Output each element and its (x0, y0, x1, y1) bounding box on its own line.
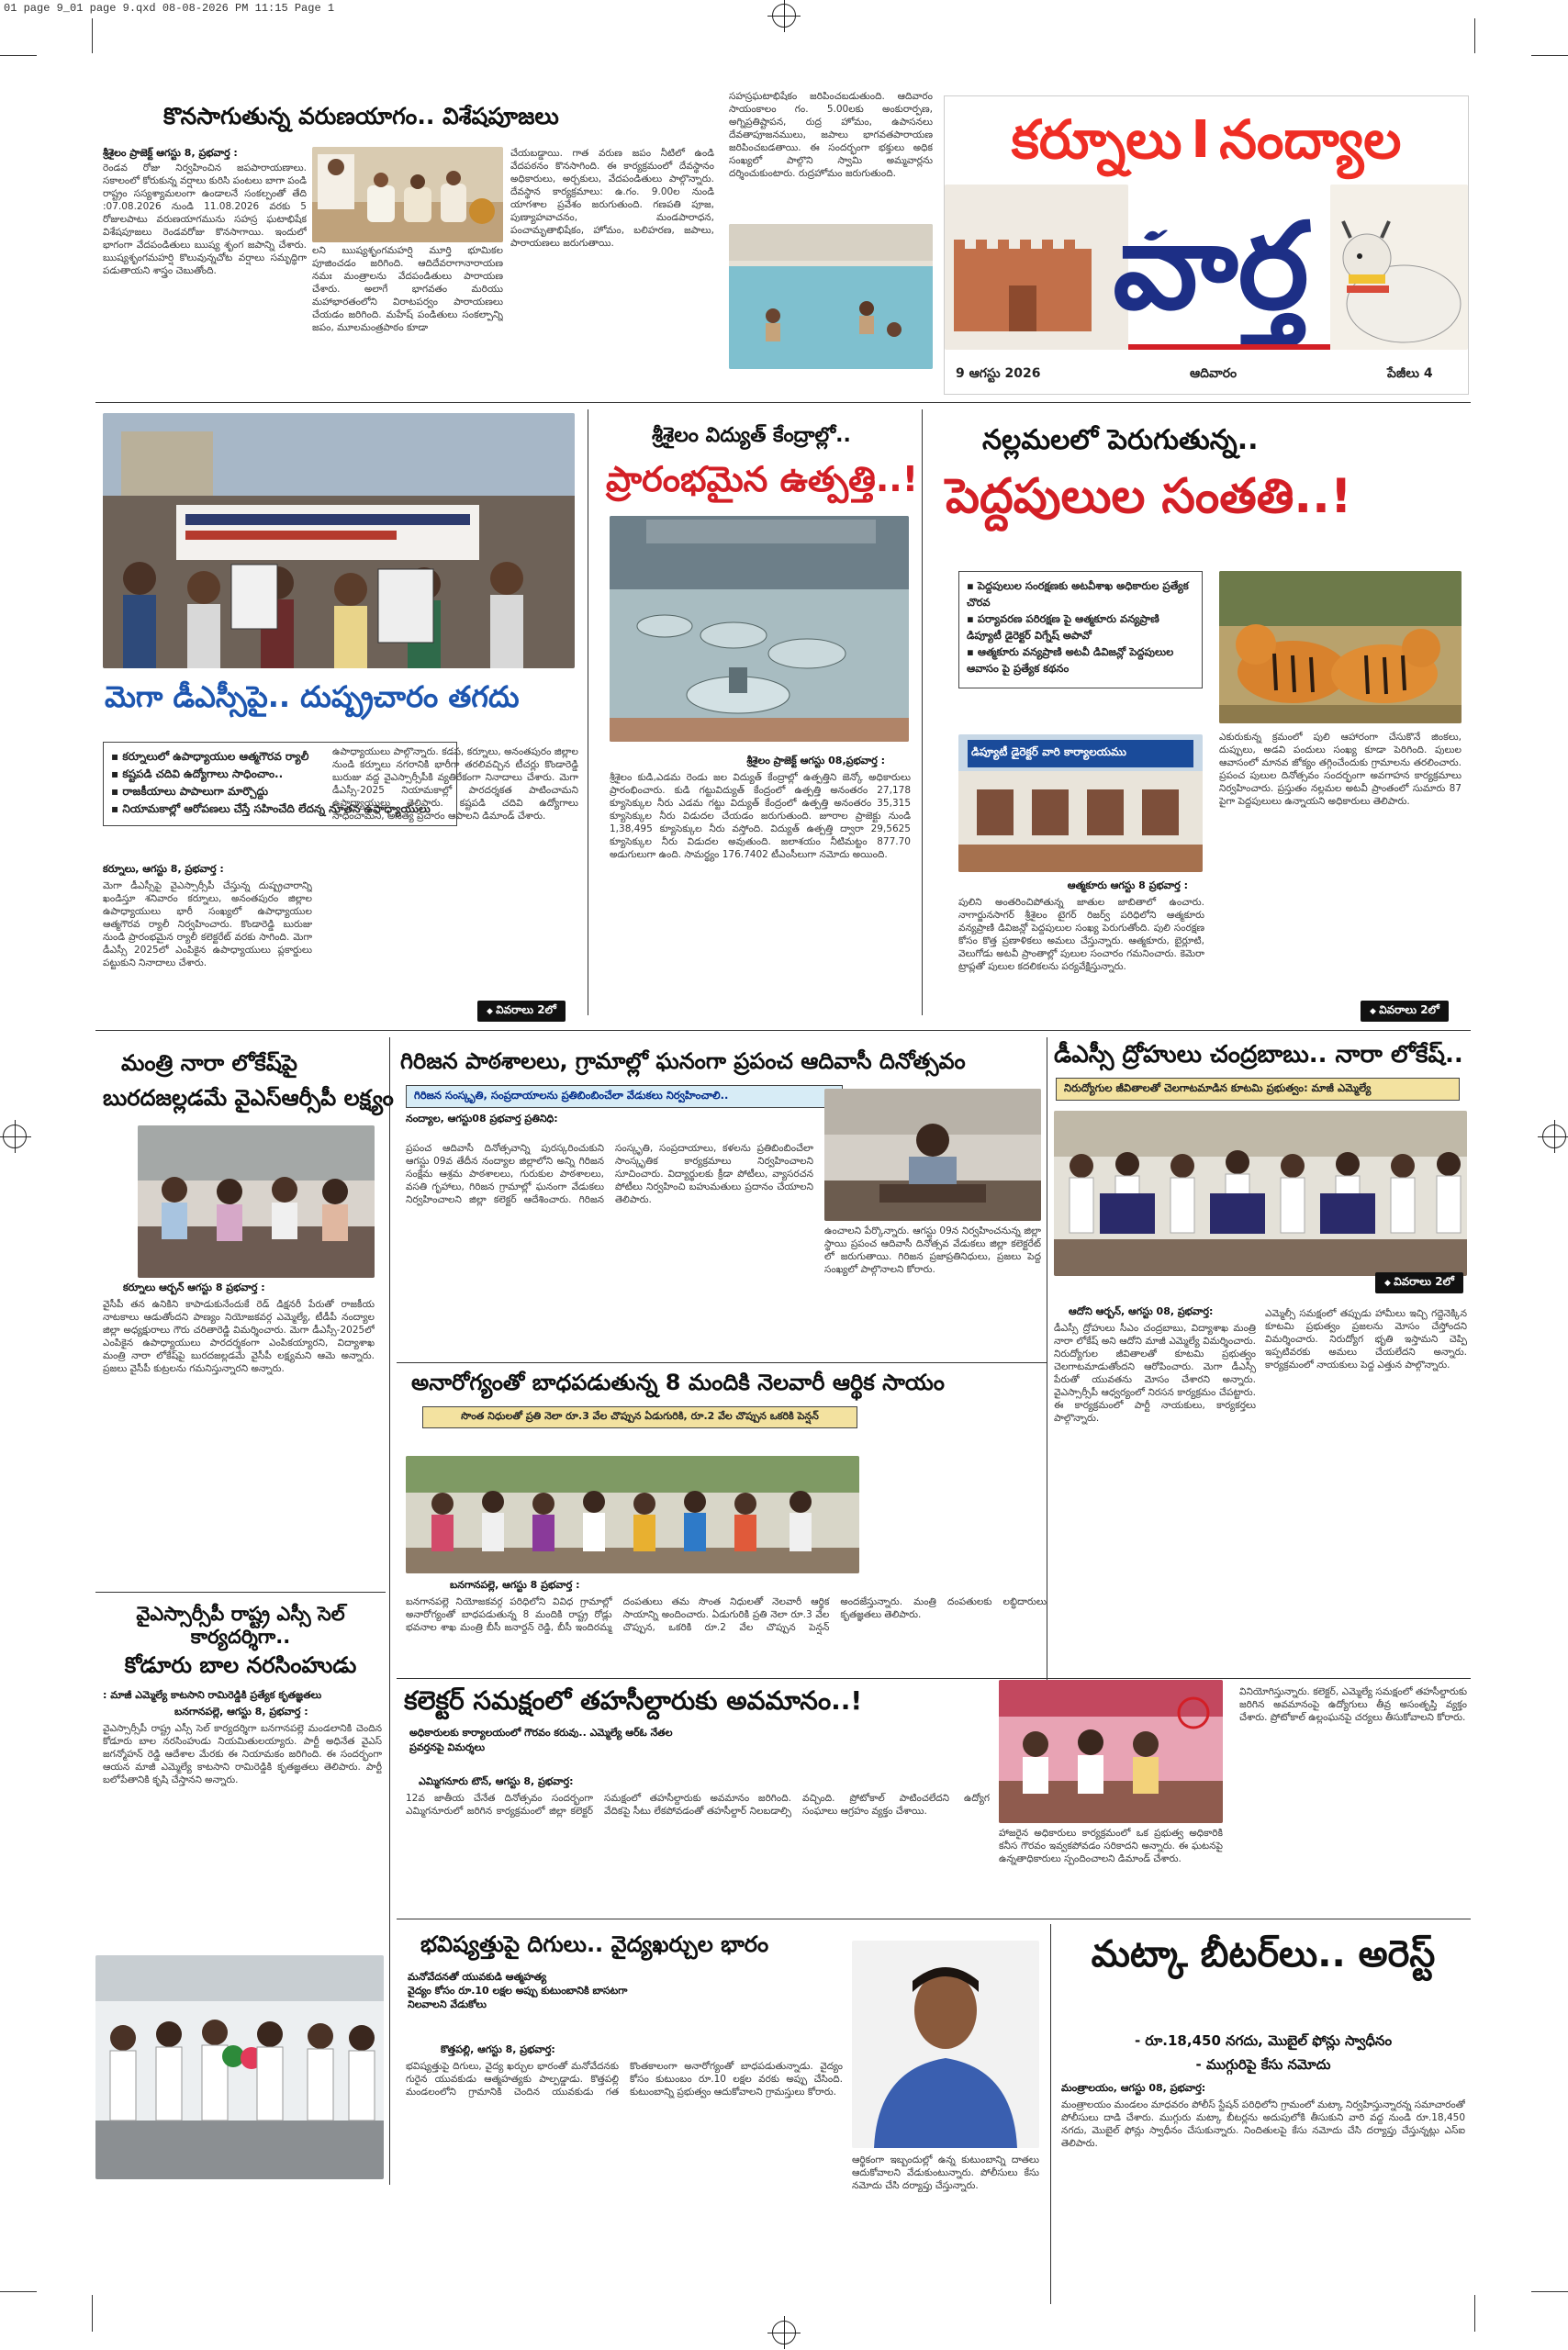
story9-byline: బనగానపల్లె, ఆగస్టు 8, ప్రభవార్త : (174, 1706, 308, 1718)
story2-byline: కర్నూలు, ఆగస్టు 8, ప్రభవార్త : (103, 863, 224, 875)
story2-bullet: ▪ నియామకాల్లో ఆరోపణలు చేస్తే సహించేది లేదన్న నూతన ఉపాధ్యాయులు (111, 800, 449, 818)
rule-center (397, 1362, 1047, 1363)
story9-body: వైఎస్సార్సీపీ రాష్ట్ర ఎస్సీ సెల్ కార్యదర్శిగా బనగానపల్లె మండలానికి చెందిన కోడూరు బాల నరసింహుడు నియమితులయ్యారు. పార్టీ అధినేత వైఎస్ జగన్మోహన్ రెడ్డి ఆదేశాల మేరకు ఈ నియామకం జరిగింది. ఈ సందర్భంగా ఆయన మాజీ ఎమ్మెల్యే కాటసాని రామిరెడ్డికి కృతజ్ఞతలు తెలిపారు. పార్టీ బలోపేతానికి కృషి చేస్తానని అన్నారు. (103, 1723, 382, 1785)
story11-deck-line: మనోవేదనతో యువకుడి ఆత్మహత్య (408, 1971, 547, 1983)
story6-headline: గిరిజన పాఠశాలలు, గ్రామాల్లో ఘనంగా ప్రపంచ ఆదివాసీ దినోత్సవం (400, 1048, 966, 1074)
crop-line (1474, 18, 1475, 53)
story4-body: పులిని అంతరించిపోతున్న జాతుల జాబితాలో ఉంచారు. నాగార్జునసాగర్ శ్రీశైలం టైగర్ రిజర్వ్ పరిధిలోని ఆత్మకూరు వన్యప్రాణి డివిజన్లో పెద్దపులుల సంఖ్య పెరుగుతోంది. పులి సంరక్షణ కోసం కొత్త ప్రణాళికలు అమలు చేస్తున్నారు. ఆత్మకూరు, బైర్లూటి, వెలుగోడు అటవీ ప్రాంతాల్లో పులుల సంచారం గమనించారు. కెమెరా ట్రాప్లతో పులుల కదలికలను పర్యవేక్షిస్తున్నారు. (958, 897, 1204, 972)
story4-byline: ఆత్మకూరు ఆగస్టు 8 ప్రభవార్త : (1067, 879, 1188, 891)
story7-photo-beneficiaries (406, 1456, 859, 1573)
story1-body-col3: చేయబడ్డాయి. గాత వరుణ జపం నీటిలో ఉండి వేదపఠనం కొనసాగింది. ఈ కార్యక్రమంలో దేవస్థానం అధికారులు, అర్చకులు, వేదపండితులు పాల్గొన్నారు. దేవస్థాన కార్యక్రమాలు: ఉ.గం. 9.00ల నుండి యాగశాల ప్రవేశం జరుగుతుంది. గణపతి పూజ, పుణ్యాహవాచనం, మండపారాధన, పంచామృతాభిషేకం, హోమం, బలిహరణ, జపాలు, పారాయణలు జరుగుతాయి. (510, 148, 714, 249)
story7-body: బనగానపల్లె నియోజకవర్గ పరిధిలోని వివిధ గ్రామాల్లో అనారోగ్యంతో బాధపడుతున్న 8 మందికి రాష్ట్ర రోడ్లు భవనాల శాఖ మంత్రి బీసీ జనార్దన్ రెడ్డి, బీసీ ఇందిరమ్మ దంపతులు తమ సొంత నిధులతో నెలవారీ ఆర్థిక సాయాన్ని అందించారు. ఏడుగురికి ప్రతి నెలా రూ.3 వేల చొప్పున, ఒకరికి రూ.2 వేల చొప్పున పెన్షన్ అందజేస్తున్నారు. మంత్రి దంపతులకు లబ్ధిదారులు కృతజ్ఞతలు తెలిపారు. (406, 1596, 1047, 1633)
crop-line (92, 2295, 93, 2332)
crop-line (1531, 55, 1568, 56)
rule-left-mid (95, 1592, 386, 1593)
story8-headline: డీఎస్సీ ద్రోహులు చంద్రబాబు.. నారా లోకేష్.. (1054, 1041, 1463, 1069)
story9-kicker: వైఎస్సార్సీపీ రాష్ట్ర ఎస్సీ సెల్ కార్యదర్శిగా.. (136, 1603, 345, 1649)
story3-photo-powerhouse (610, 516, 909, 742)
story5-body: వైసీపీ తన ఉనికిని కాపాడుకునేందుకే రెడ్ డిక్షనరీ పేరుతో రాజకీయ నాటకాలు ఆడుతోందని పాణ్యం నియోజకవర్గ ఎమ్మెల్యే, టీడీపీ నంద్యాల జిల్లా అధ్యక్షురాలు గౌరు చరితారెడ్డి విమర్శించారు. మెగా డీఎస్సీ-2025లో ఎంపికైన ఉపాధ్యాయులు పారదర్శకంగా ఎంపికయ్యారని, విద్యాశాఖ మంత్రి నారా లోకేష్‌పై బురదజల్లడమే వైసీపీ లక్ష్యమని ఆమె అన్నారు. ప్రజలు వైసీపీ కుట్రలను గమనిస్తున్నారని అన్నారు. (103, 1299, 375, 1374)
story7-byline: బనగానపల్లె, ఆగస్టు 8 ప్రభవార్త : (450, 1579, 580, 1591)
story12-body: మంత్రాలయం మండలం మాధవరం పోలీస్ స్టేషన్ పరిధిలోని గ్రామంలో మట్కా నిర్వహిస్తున్నారన్న సమాచారంతో పోలీసులు దాడి చేశారు. ముగ్గురు మట్కా బీటర్లను అదుపులోకి తీసుకుని వారి వద్ద నుండి రూ.18,450 నగదు, మొబైల్ ఫోన్లు స్వాధీనం చేసుకున్నారు. నిందితులపై కేసు నమోదు చేసి దర్యాప్తు చేస్తున్నట్లు ఎస్ఐ తెలిపారు. (1061, 2099, 1465, 2149)
story12-byline: మంత్రాలయం, ఆగస్టు 08, ప్రభవార్త: (1061, 2082, 1206, 2094)
story6-bar: గిరిజన సంస్కృతి, సంప్రదాయాలను ప్రతిబింబించేలా వేడుకలు నిర్వహించాలి.. (406, 1085, 843, 1108)
story10-byline: ఎమ్మిగనూరు టౌన్, ఆగస్టు 8, ప్రభవార్త: (419, 1775, 574, 1787)
story4-continued: ◆ వివరాలు 2లో (1361, 1001, 1449, 1022)
story2-headline: మెగా డీఎస్సీపై.. దుష్ప్రచారం తగదు (105, 679, 520, 714)
story11-deck (408, 1970, 628, 2011)
story2-photo-rally (103, 413, 575, 668)
story8-continued: ◆ వివరాలు 2లో (1375, 1272, 1463, 1293)
crop-line (1531, 2291, 1568, 2292)
story6-body: ప్రపంచ ఆదివాసీ దినోత్సవాన్ని పురస్కరించుకుని ఆగస్టు 09వ తేదీన నంద్యాల జిల్లాలోని అన్ని గిరిజన సంక్షేమ ఆశ్రమ పాఠశాలలు, గురుకుల పాఠశాలలు, వసతి గృహాలు, గిరిజన గ్రామాల్లో ఘనంగా వేడుకలు నిర్వహించాలని జిల్లా కలెక్టర్ ఆదేశించారు. గిరిజన సంస్కృతి, సంప్రదాయాలు, కళలను ప్రతిబింబించేలా సాంస్కృతిక కార్యక్రమాలు నిర్వహించాలని సూచించారు. విద్యార్థులకు క్రీడా పోటీలు, వ్యాసరచన పోటీలు నిర్వహించి బహుమతులు ప్రదానం చేయాలని తెలిపారు. (406, 1143, 813, 1205)
story5-headline: బురదజల్లడమే వైఎస్ఆర్సీపీ లక్ష్యం (103, 1085, 394, 1111)
column-rule (922, 409, 923, 1015)
story4-office-sign: డిప్యూటీ డైరెక్టర్ వారి కార్యాలయము (971, 745, 1126, 758)
story4-bullet: ▪ పర్యావరణ పరిరక్షణ పై ఆత్మకూరు వన్యప్రాణి డిప్యూటీ డైరెక్టర్ విగ్నేష్ అపావో (967, 610, 1194, 643)
masthead-region-bar (945, 96, 1468, 185)
story11-body-col3: ఆర్థికంగా ఇబ్బందుల్లో ఉన్న కుటుంబాన్ని దాతలు ఆదుకోవాలని వేడుకుంటున్నారు. పోలీసులు కేసు నమోదు చేసి దర్యాప్తు చేస్తున్నారు. (852, 2154, 1039, 2191)
story4-headline: పెద్దపులుల సంతతి..! (946, 469, 1352, 524)
story1-photo-yagam (312, 147, 503, 242)
story10-photo-event (999, 1680, 1223, 1823)
rule-middle (95, 1030, 1471, 1031)
story12-deck: - రూ.18,450 నగదు, మొబైల్ ఫోన్లు స్వాధీనం (1134, 2032, 1393, 2049)
story10-body-col4: హాజరైన అధికారులు కార్యక్రమంలో ఒక ప్రభుత్వ అధికారికి కనీస గౌరవం ఇవ్వకపోవడం సరికాదని అన్నారు. ఈ ఘటనపై ఉన్నతాధికారులు స్పందించాలని డిమాండ్ చేశారు. (999, 1828, 1223, 1864)
masthead (944, 95, 1469, 395)
story2-body: మెగా డీఎస్సీపై వైఎస్సార్సీపీ చేస్తున్న దుష్ప్రచారాన్ని ఖండిస్తూ శనివారం కర్నూలు, అనంతపురం జిల్లాల ఉపాధ్యాయులు భారీ సంఖ్యలో ఉపాధ్యాయుల ఆత్మగౌరవ ర్యాలీ నిర్వహించారు. కొండారెడ్డి బురుజు నుండి ప్రారంభమైన ర్యాలీ కలెక్టరేట్ వరకు సాగింది. మెగా డీఎస్సీ 2025లో ఎంపికైన ఉపాధ్యాయులు ప్లకార్డులు పట్టుకుని నినాదాలు చేశారు. (103, 880, 312, 968)
masthead-day: ఆదివారం (1190, 365, 1238, 381)
story8-body: డీఎస్సీ ద్రోహులు సీఎం చంద్రబాబు, విద్యాశాఖ మంత్రి నారా లోకేష్ అని ఆదోని మాజీ ఎమ్మెల్యే విమర్శించారు. నిరుద్యోగుల జీవితాలతో కూటమి ప్రభుత్వం చెలగాటమాడుతోందని ఆరోపించారు. మెగా డీఎస్సీ పేరుతో యువతను మోసం చేశారని అన్నారు. వైఎస్సార్సీపీ ఆధ్వర్యంలో నిరసన కార్యక్రమం చేపట్టారు. ఈ కార్యక్రమంలో పార్టీ నాయకులు, కార్యకర్తలు పాల్గొన్నారు. (1054, 1323, 1256, 1424)
story3-headline: ప్రారంభమైన ఉత్పత్తి..! (606, 459, 919, 499)
masthead-nandi-image (1330, 185, 1468, 350)
story2-body-col2: ఉపాధ్యాయులు పాల్గొన్నారు. కడప, కర్నూలు, అనంతపురం జిల్లాల నుండి కర్నూలు నగరానికి భారీగా తరలివచ్చిన టీచర్లు కొండారెడ్డి బురుజు వద్ద వైఎస్సార్సీపీకి వ్యతిరేకంగా నినాదాలు చేశారు. మెగా డీఎస్సీ-2025 నియామకాల్లో పారదర్శకత పాటించామని ఉపాధ్యాయులు తెలిపారు. కష్టపడి చదివి ఉద్యోగాలు సాధించామని, అసత్య ప్రచారం ఆపాలని డిమాండ్ చేశారు. (332, 746, 578, 822)
story1-body: రెండవ రోజు నిర్వహించిన జపపారాయణాలు. సకాలంలో కోరుకున్న వర్షాలు కురిసి పంటలు బాగా పండి రాష్ట్రం సస్యశ్యామలంగా ఉండాలనే సంకల్పంతో తేది :07.08.2026 నుండి 11.08.2026 వరకు 5 రోజులపాటు వరుణయాగమును సహస్ర ఘటాభిషేక విశేషపూజలు రెండవరోజు కొనసాగాయి. ఇందులో భాగంగా వేదపండితులు ఋష్య శృంగ జపాన్ని చేశారు. ఋష్యశృంగమహర్షి కొలువున్నచోట వర్షాలు సమృద్ధిగా పడుతాయని శాస్త్రం చెబుతోంది. (103, 162, 307, 276)
column-rule (389, 1037, 390, 2185)
story9-deck: : మాజీ ఎమ్మెల్యే కాటసాని రామిరెడ్డికి ప్రత్యేక కృతజ్ఞతలు (103, 1689, 322, 1701)
story1-headline: కొనసాగుతున్న వరుణయాగం.. విశేషపూజలు (163, 103, 559, 129)
story11-deck-line: వైద్యం కోసం రూ.10 లక్షల అప్పు కుటుంబానికి బాసటగా నిలవాలని వేడుకోలు (408, 1985, 628, 2010)
crop-line (0, 55, 37, 56)
registration-mark-top (772, 4, 796, 28)
story8-body-col2: ఎమ్మెల్సీ సమక్షంలో తప్పుడు హామీలు ఇచ్చి గద్దెనెక్కిన కూటమి ప్రభుత్వం ప్రజలను మోసం చేస్తోందని విమర్శించారు. నిరుద్యోగ భృతి ఇస్తామని చెప్పి ఇప్పటివరకు అమలు చేయలేదని అన్నారు. కార్యక్రమంలో నాయకులు పెద్ద ఎత్తున పాల్గొన్నారు. (1265, 1308, 1467, 1371)
story6-body-col3: ఉంచాలని పేర్కొన్నారు. ఆగస్టు 09న నిర్వహించనున్న జిల్లా స్థాయి ప్రపంచ ఆదివాసీ దినోత్సవ వేడుకలు జిల్లా కలెక్టరేట్ లో జరుగుతాయి. గిరిజన ప్రజాప్రతినిధులు, ప్రజలు పెద్ద సంఖ్యలో పాల్గొనాలని కోరారు. (824, 1225, 1041, 1275)
story2-continued: ◆ వివరాలు 2లో (477, 1001, 566, 1022)
registration-mark-right (1542, 1125, 1566, 1148)
story1-body-col4: సహస్రఘటాభిషేకం జరిపించబడుతుంది. ఆదివారం సాయంకాలం గం. 5.00లకు అంకురార్పణ, అగ్నిప్రతిష్టాపన, రుద్ర హోమం, ఉపాసనలు దేవతాపూజనములు, జపాలు భాగవతపారాయణ జరిపించబడతాయి. ఈ సందర్భంగా భక్తులు అధిక సంఖ్యలో పాల్గొని స్వామి అమ్మవార్లను దర్శించుకుంటారు. రుద్రహోమం జరుగుతుంది. (729, 91, 933, 179)
story11-body: భవిష్యత్తుపై దిగులు, వైద్య ఖర్చుల భారంతో మనోవేదనకు గురైన యువకుడు ఆత్మహత్యకు పాల్పడ్డాడు. కొత్తపల్లి మండలంలోని గ్రామానికి చెందిన యువకుడు గత కొంతకాలంగా అనారోగ్యంతో బాధపడుతున్నాడు. వైద్యం కోసం కుటుంబం రూ.10 లక్షల వరకు అప్పు చేసింది. కుటుంబాన్ని ప్రభుత్వం ఆదుకోవాలని గ్రామస్తులు కోరారు. (406, 2061, 843, 2098)
crop-line (92, 18, 93, 53)
crop-line (1474, 2295, 1475, 2332)
story4-body-col2: ఎకురుకున్న క్రమంలో పులి ఆహారంగా చేసుకొనే జింకలు, దుప్పులు, అడవి పందులు సంఖ్య కూడా పెరిగింది. పులుల ఆవాసంలో మానవ జోక్యం తగ్గించేందుకు గ్రామాలను తరలించారు. ప్రపంచ పులుల దినోత్సవం సందర్భంగా అవగాహన కార్యక్రమాలు నిర్వహించారు. ప్రస్తుతం నల్లమల అటవీ ప్రాంతంలో సుమారు 87 పైగా పెద్దపులులు ఉన్నాయని అధికారులు తెలిపారు. (1219, 732, 1462, 807)
story2-bullet: ▪ కర్నూలులో ఉపాధ్యాయుల ఆత్మగౌరవ ర్యాలీ (111, 748, 449, 766)
story12-deck2: - ముగ్గురిపై కేసు నమోదు (1195, 2056, 1331, 2073)
rule-lower (397, 1678, 1471, 1679)
story11-headline: భవిష్యత్తుపై దిగులు.. వైద్యఖర్చుల భారం (420, 1931, 769, 1957)
story12-headline: మట్కా బీటర్‌లు.. అరెస్ట్ (1091, 1933, 1436, 1975)
story10-deck: అధికారులకు కార్యాలయంలో గౌరవం కరువు.. ఎమ్మెల్యే ఆర్ఓ నేతల ప్రవర్తనపై విమర్శలు (409, 1727, 673, 1753)
story4-bullets (958, 571, 1203, 688)
column-rule (1050, 1924, 1051, 2304)
masthead-region-right: నంద్యాల (1219, 108, 1402, 172)
story8-bar: నిరుద్యోగుల జీవితాలతో చెలగాటమాడిన కూటమి ప్రభుత్వం: మాజీ ఎమ్మెల్యే (1056, 1078, 1460, 1101)
story3-kicker: శ్రీశైలం విద్యుత్ కేంద్రాల్లో.. (652, 424, 851, 447)
masthead-red-band (1128, 344, 1330, 350)
story4-kicker: నల్లమలలో పెరుగుతున్న.. (982, 424, 1259, 456)
story10-body-col5: వినియోగిస్తున్నారు. కలెక్టర్, ఎమ్మెల్యే సమక్షంలో తహసీల్దారుకు జరిగిన అవమానంపై ఉద్యోగులు తీవ్ర అసంతృప్తి వ్యక్తం చేశారు. ప్రోటోకాల్ ఉల్లంఘనపై చర్యలు తీసుకోవాలని కోరారు. (1239, 1686, 1467, 1723)
registration-mark-bottom (772, 2321, 796, 2344)
masthead-date-bar (945, 363, 1468, 386)
story4-bullet: ▪ పెద్దపులుల సంరక్షణకు అటవీశాఖ అధికారుల ప్రత్యేక చొరవ (967, 577, 1194, 610)
masthead-title: వార్త (1113, 196, 1309, 336)
story6-byline: నంద్యాల, ఆగస్టు08 ప్రభవార్త ప్రతినిధి: (406, 1113, 558, 1125)
story3-byline: శ్రీశైలం ప్రాజెక్ట్ ఆగస్టు 08,ప్రభవార్త : (746, 755, 885, 767)
masthead-divider: I (1191, 110, 1211, 171)
story4-photo-office (958, 734, 1203, 872)
story11-photo-youth (852, 1941, 1039, 2148)
story2-bullet: ▪ రాజకీయాలు పాపాలుగా మార్చొద్దు (111, 783, 449, 800)
story2-bullet: ▪ కష్టపడి చదివి ఉద్యోగాలు సాధించాం.. (111, 766, 449, 783)
story9-headline: కోడూరు బాల నరసింహుడు (124, 1652, 357, 1678)
rule-under-top (95, 402, 1471, 403)
story5-kicker: మంత్రి నారా లోకేష్‌పై (121, 1050, 297, 1076)
story5-photo-press-meet (138, 1125, 375, 1278)
story10-body: 12వ జాతీయ చేనేత దినోత్సవం సందర్భంగా ఎమ్మిగనూరులో జరిగిన కార్యక్రమంలో జిల్లా కలెక్టర్ సమక్షంలో తహసీల్దారుకు అవమానం జరిగింది. వేదికపై సీటు లేకపోవడంతో తహసీల్దార్ నిలబడాల్సి వచ్చింది. ప్రోటోకాల్ పాటించలేదని ఉద్యోగ సంఘాలు ఆగ్రహం వ్యక్తం చేశాయి. (406, 1793, 990, 1817)
story8-photo-protest (1054, 1111, 1467, 1276)
masthead-region-left: కర్నూలు (1011, 108, 1182, 172)
story1-byline: శ్రీశైలం ప్రాజెక్ట్ ఆగస్టు 8, ప్రభవార్త : (103, 147, 238, 159)
story6-photo-collector (824, 1089, 1041, 1221)
crop-line (0, 2291, 37, 2292)
story7-bar: సొంత నిధులతో ప్రతి నెలా రూ.3 వేల చొప్పున ఏడుగురికి, రూ.2 వేల చొప్పున ఒకరికి పెన్షన్ (422, 1406, 857, 1428)
registration-mark-left (3, 1125, 27, 1148)
story9-photo-felicitation (95, 1955, 384, 2179)
story1-body-col2: లని ఋష్యశృంగమహర్షి మూర్తి భూమికల పూజించడం జరిగింది. ఆదిదేవరాగానారాయణ నమః మంత్రాలను వేదపండితులు పారాయణ చేశారు. అలాగే భాగవతం మరియు మహాభారతంలోని విరాటపర్వం పారాయణలు చేయడం జరిగింది. మహేష్ పండితులు సంకల్పాన్ని జపం, మూలమంత్రపాఠం కూడా (312, 245, 503, 333)
story3-body: శ్రీశైలం కుడి,ఎడమ రెండు జల విద్యుత్ కేంద్రాల్లో ఉత్పత్తిని జెన్కో అధికారులు ప్రారంభించారు. కుడి గట్టువిద్యుత్ కేంద్రంలో ఉత్పత్తి అనంతరం 27,178 క్యూసెక్కుల నీరు ఎడమ గట్టు విద్యుత్ కేంద్రంలో ఉత్పత్తి అనంతరం 35,315 క్యూసెక్కుల నీరు విడుదల చేయడం జరుగుతుంది. జూరాల ప్రాజెక్టు నుండి 1,38,495 క్యూసెక్కుల నీరు వస్తోంది. విద్యుత్ ఉత్పత్తి ద్వారా 29,5625 క్యూసెక్కుల నీరు విడుదల అవుతుంది. జలాశయం నీటిమట్టం 877.70 అడుగులుగా ఉంది. సామర్థ్యం 176.7402 టీఎంసీలుగా నమోదు అయింది. (610, 772, 911, 860)
story7-headline: అనారోగ్యంతో బాధపడుతున్న 8 మందికి నెలవారీ ఆర్థిక సాయం (411, 1370, 945, 1395)
story5-byline: కర్నూలు ఆర్బన్ ఆగస్టు 8 ప్రభవార్త : (123, 1281, 265, 1293)
story4-photo-tigers (1219, 571, 1462, 723)
story11-byline: కొత్తపల్లి, ఆగస్టు 8, ప్రభవార్త: (441, 2043, 555, 2055)
story10-headline: కలెక్టర్ సమక్షంలో తహసీల్దారుకు అవమానం..! (404, 1685, 863, 1716)
story8-byline: ఆదోని ఆర్బన్, ఆగస్టు 08, ప్రభవార్త: (1069, 1305, 1214, 1317)
masthead-date: 9 ఆగస్టు 2026 (956, 365, 1041, 381)
story4-bullet: ▪ ఆత్మకూరు వన్యప్రాణి అటవీ డివిజన్లో పెద్దపులుల ఆవాసం పై ప్రత్యేక కథనం (967, 643, 1194, 677)
story1-photo-water-ritual (729, 224, 933, 369)
masthead-pages: పేజీలు 4 (1387, 365, 1433, 381)
print-slug: 01 page 9_01 page 9.qxd 08-08-2026 PM 11:15 Page 1 (4, 2, 335, 15)
